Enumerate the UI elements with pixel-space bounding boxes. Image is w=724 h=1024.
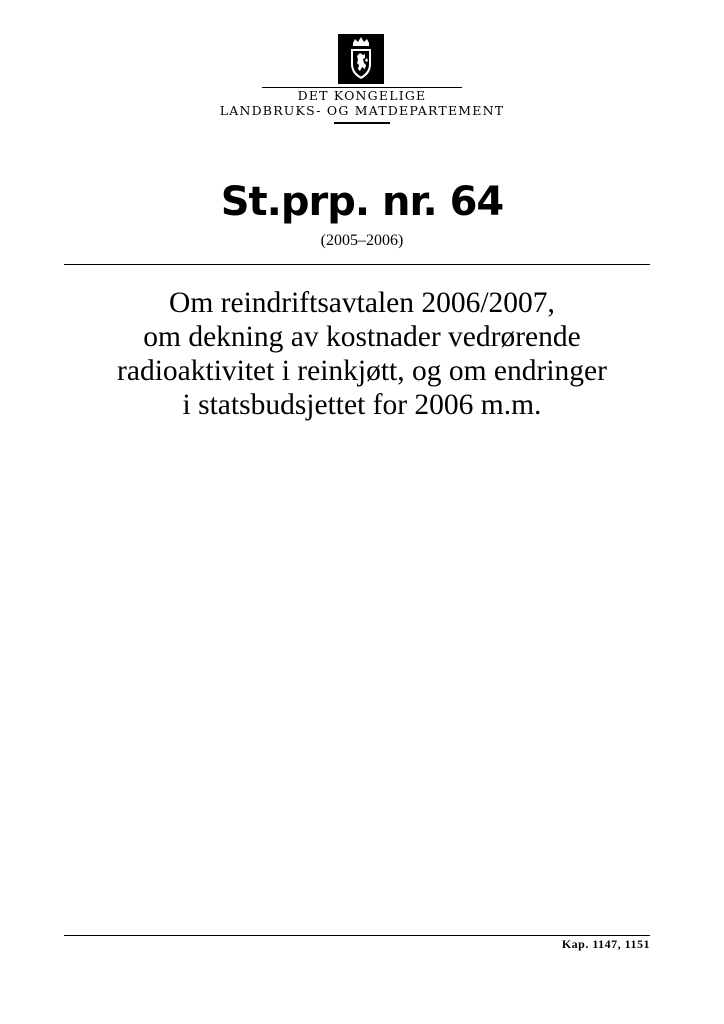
- subject-line-4: i statsbudsjettet for 2006 m.m.: [182, 389, 542, 421]
- subject-line-1: Om reindriftsavtalen 2006/2007,: [169, 287, 555, 319]
- norwegian-coat-of-arms-icon: [338, 34, 384, 84]
- footer-divider: [64, 935, 650, 936]
- header-rule-bottom: [334, 122, 390, 124]
- title-divider: [64, 264, 650, 265]
- subject-line-2: om dekning av kostnader vedrørende: [143, 321, 581, 353]
- department-name-line1: DET KONGELIGE: [297, 88, 427, 103]
- chapter-reference: Kap. 1147, 1151: [561, 937, 650, 951]
- document-title: St.prp. nr. 64: [220, 179, 504, 225]
- department-name-line2: LANDBRUKS- OG MATDEPARTEMENT: [219, 103, 505, 118]
- document-subject: [40, 286, 684, 422]
- document-session: (2005–2006): [320, 232, 404, 249]
- subject-line-3: radioaktivitet i reinkjøtt, og om endringer: [117, 355, 607, 387]
